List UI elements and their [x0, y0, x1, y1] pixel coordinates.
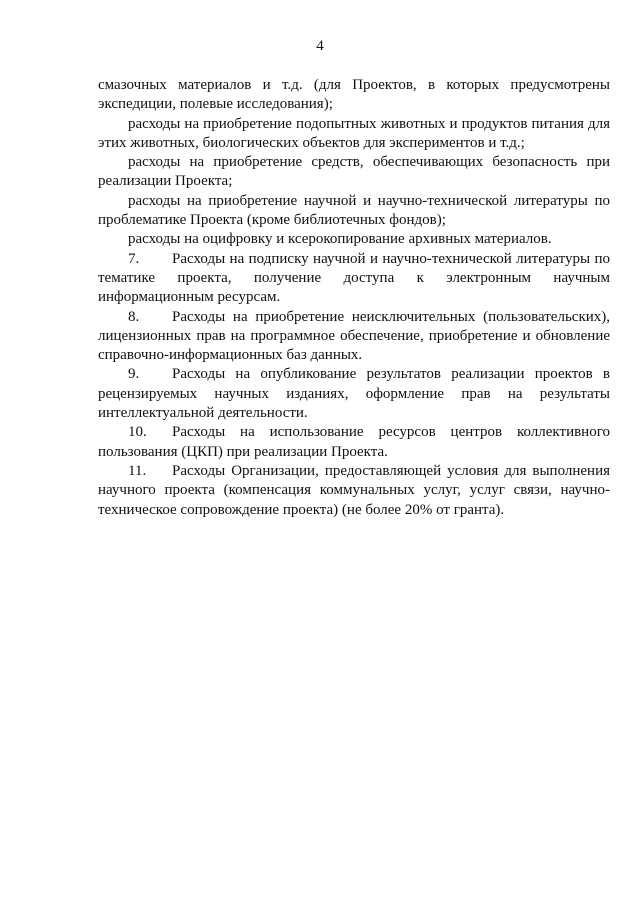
paragraph-literature-expenses: расходы на приобретение научной и научно-технической литературы по проблематике Проекта (кроме библиотечных фондов);: [98, 192, 610, 229]
list-item-9: [98, 365, 610, 423]
list-item-number: 10.: [128, 424, 147, 441]
list-item-text: Расходы на использование ресурсов центров коллективного пользования (ЦКП) при реализации Проекта.: [98, 424, 610, 460]
list-item-number: 11.: [128, 462, 147, 479]
list-item-number: 8.: [128, 308, 140, 325]
paragraph-continuation: смазочных материалов и т.д. (для Проектов, в которых предусмотрены экспедиции, полевые исследования);: [98, 77, 610, 113]
list-item-11: [98, 462, 610, 520]
page-number: 4: [316, 38, 324, 54]
list-item-text: Расходы на опубликование результатов реализации проектов в рецензируемых научных изданиях, оформление прав на результаты интеллектуальной деятельности.: [98, 366, 610, 422]
document-body: [98, 76, 610, 520]
list-item-number: 9.: [128, 366, 140, 383]
paragraph-safety-expenses: расходы на приобретение средств, обеспечивающих безопасность при реализации Проекта;: [98, 154, 610, 190]
list-item-number: 7.: [128, 250, 140, 267]
list-item-7: [98, 250, 610, 308]
list-item-text: Расходы Организации, предоставляющей условия для выполнения научного проекта (компенсация коммунальных услуг, услуг связи, научно-техническое сопровождение проекта) (не более 20% от гранта).: [98, 462, 610, 518]
list-item-8: [98, 308, 610, 366]
paragraph-digitization-expenses: расходы на оцифровку и ксерокопирование архивных материалов.: [128, 231, 552, 248]
list-item-text: Расходы на подписку научной и научно-технической литературы по тематике проекта, получение доступа к электронным научным информационным ресурсам.: [98, 250, 610, 306]
list-item-text: Расходы на приобретение неисключительных (пользовательских), лицензионных прав на программное обеспечение, приобретение и обновление справочно-информационных баз данных.: [98, 308, 610, 364]
paragraph-lab-animals-expenses: расходы на приобретение подопытных животных и продуктов питания для этих животных, биологических объектов для экспериментов и т.д.;: [98, 115, 610, 151]
list-item-10: [98, 423, 610, 462]
